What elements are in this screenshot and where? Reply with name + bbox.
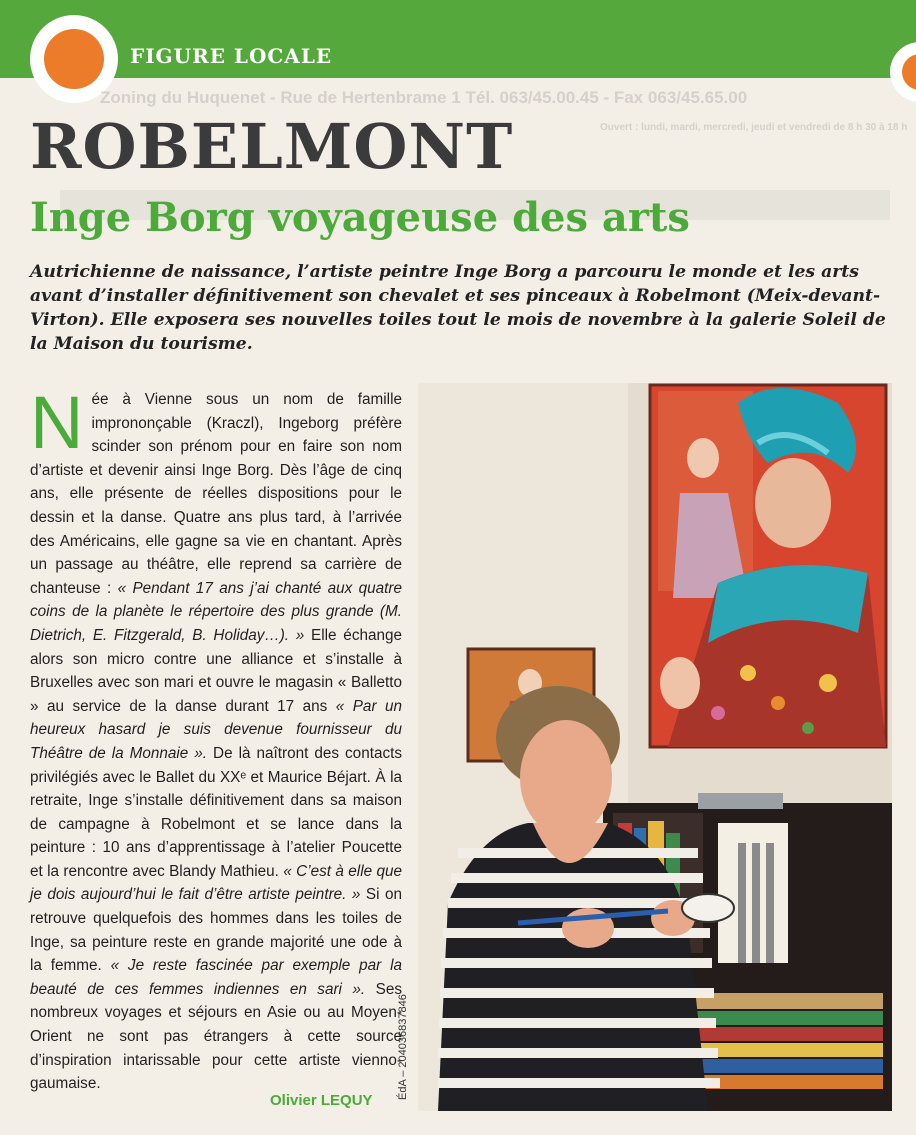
article-text: ée à Vienne sous un nom de famille imprononçable (Kraczl), Ingeborg préfère scinder son prénom pour en faire son nom d’artiste et devenir ainsi Inge Borg. Dès l’âge de cinq ans, elle présente de réelles dispositions pour le dessin et la danse. Quatre ans plus tard, à l’arrivée des Américains, elle gagne sa vie en chantant. Après un passage au théâtre, elle reprend sa carrière de chanteuse : [30, 391, 402, 597]
article-text: Si on retrouve quelquefois des hommes dans les toiles de Inge, sa peinture reste en grande majorité une ode à la femme. [30, 886, 402, 975]
locality-title: ROBELMONT [30, 110, 514, 183]
photo-credit: ÉdA – 204036837846 [397, 994, 409, 1100]
standfirst: Autrichienne de naissance, l’artiste peintre Inge Borg a parcouru le monde et les arts avant d’installer définitivement son chevalet et ses pinceaux à Robelmont (Meix-devant-Virton). Elle exposera ses nouvelles toiles tout le mois de novembre à la galerie Soleil de la Maison du tourisme. [30, 262, 886, 354]
show-through-text-small: Ouvert : lundi, mardi, mercredi, jeudi et vendredi de 8 h 30 à 18 h [600, 122, 908, 133]
article-text: Ses nombreux voyages et séjours en Asie ou au Moyen-Orient ne sont pas étrangers à cette source d’inspiration intarissable pour cette artiste vienno-gaumaise. [30, 980, 402, 1093]
quote: « Pendant 17 ans j’ai chanté aux quatre coins de la planète le répertoire des plus grande (M. Dietrich, E. Fitzgerald, B. Holiday…). » [30, 579, 402, 644]
article-text: De là naîtront des contacts privilégiés avec le Ballet du XXᵉ et Maurice Béjart. À la retraite, Inge s’installe définitivement dans sa maison de campagne à Robelmont et se lance dans la peinture : 10 ans d’apprentissage à l’atelier Poucette et la rencontre avec Blandy Mathieu. [30, 744, 403, 880]
quote: « Je reste fascinée par exemple par la beauté de ces femmes indiennes en sari ». [30, 957, 402, 998]
quote: « Par un heureux hasard je suis devenue fournisseur du Théâtre de la Monnaie ». [30, 697, 403, 762]
drop-cap: N [30, 381, 84, 464]
large-painting [650, 385, 886, 747]
headline: Inge Borg voyageuse des arts [30, 194, 690, 241]
artist-photo [418, 383, 892, 1111]
article-body [30, 381, 403, 1096]
byline: Olivier LEQUY [270, 1092, 373, 1109]
article-text: Elle échange alors son micro contre une alliance et s’installe à Bruxelles avec son mari et ouvre le magasin « Balletto » au service de la danse durant 17 ans [30, 626, 402, 715]
section-label: FIGURE LOCALE [130, 44, 333, 68]
quote: « C’est à elle que je dois aujourd’hui le fait d’être artiste peintre. » [30, 862, 402, 904]
show-through-text: Zoning du Huquenet - Rue de Hertenbrame 1 Tél. 063/45.00.45 - Fax 063/45.65.00 [100, 88, 748, 107]
